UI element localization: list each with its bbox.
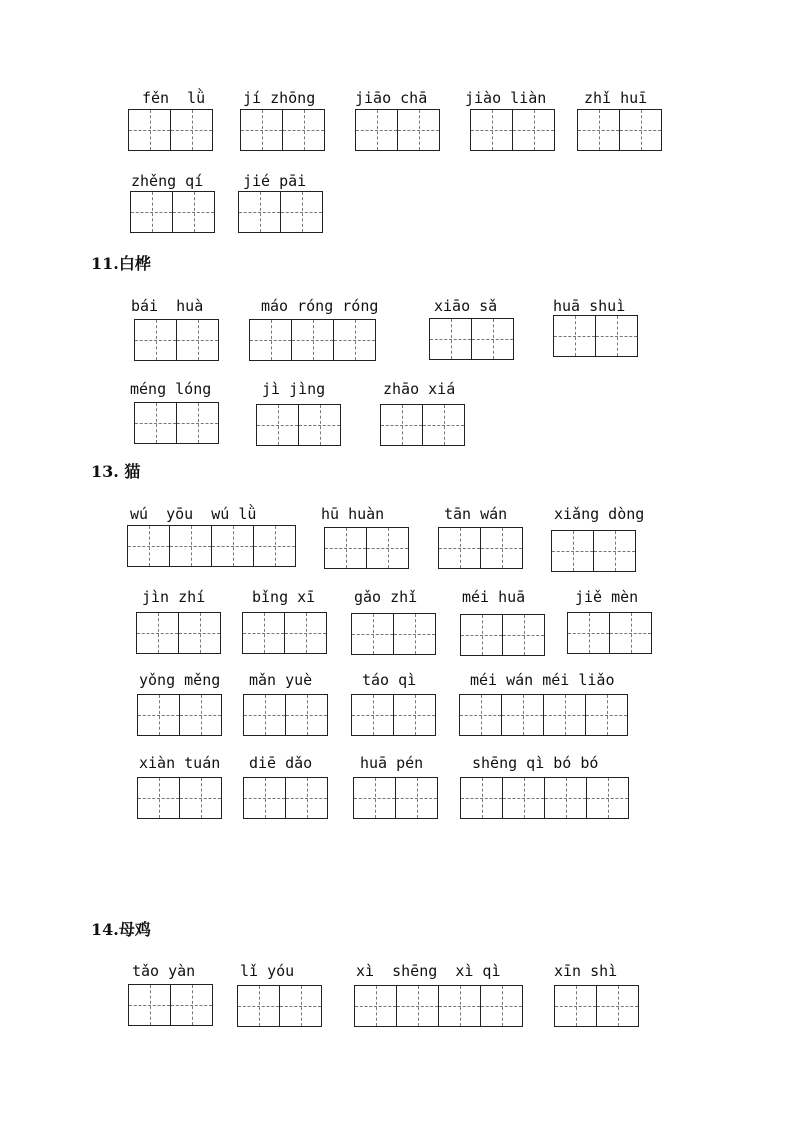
character-box[interactable] — [130, 191, 173, 233]
writing-grid[interactable] — [355, 109, 440, 151]
character-box[interactable] — [291, 319, 334, 361]
character-box[interactable] — [480, 527, 523, 569]
pinyin-label: jí zhōng — [243, 89, 316, 107]
pinyin-label: huā pén — [360, 754, 424, 772]
character-box[interactable] — [595, 315, 638, 357]
character-box[interactable] — [170, 984, 213, 1026]
pinyin-label: tān wán — [444, 505, 508, 523]
character-box[interactable] — [242, 612, 285, 654]
writing-grid[interactable] — [567, 612, 652, 654]
character-box[interactable] — [238, 191, 281, 233]
character-box[interactable] — [170, 109, 213, 151]
pinyin-label: bǐng xī — [252, 588, 316, 606]
character-box[interactable] — [243, 777, 286, 819]
character-box[interactable] — [282, 109, 325, 151]
pinyin-label: yǒng měng — [139, 671, 221, 689]
writing-grid[interactable] — [249, 319, 376, 361]
character-box[interactable] — [501, 694, 544, 736]
character-box[interactable] — [249, 319, 292, 361]
pinyin-label: táo qì — [362, 671, 417, 689]
character-box[interactable] — [397, 109, 440, 151]
character-box[interactable] — [567, 612, 610, 654]
character-box[interactable] — [285, 694, 328, 736]
writing-grid[interactable] — [553, 315, 638, 357]
character-box[interactable] — [134, 402, 177, 444]
character-box[interactable] — [176, 319, 219, 361]
character-box[interactable] — [393, 694, 436, 736]
character-box[interactable] — [609, 612, 652, 654]
character-box[interactable] — [422, 404, 465, 446]
character-box[interactable] — [395, 777, 438, 819]
character-box[interactable] — [586, 777, 629, 819]
pinyin-label: zhěng qí — [131, 172, 204, 190]
pinyin-label: méi wán méi liǎo — [470, 671, 615, 689]
pinyin-label: zhǐ huī — [584, 89, 648, 107]
character-box[interactable] — [380, 404, 423, 446]
character-box[interactable] — [355, 109, 398, 151]
pinyin-label: bái huà — [131, 297, 204, 315]
character-box[interactable] — [134, 319, 177, 361]
character-box[interactable] — [176, 402, 219, 444]
writing-grid[interactable] — [136, 612, 221, 654]
writing-grid[interactable] — [551, 530, 636, 572]
writing-grid[interactable] — [438, 527, 523, 569]
character-box[interactable] — [593, 530, 636, 572]
section-title-13: 13. 猫 — [91, 462, 141, 481]
writing-grid[interactable] — [237, 985, 322, 1027]
writing-grid[interactable] — [351, 613, 436, 655]
pinyin-label: fěn lǜ — [142, 89, 206, 107]
character-box[interactable] — [298, 404, 341, 446]
writing-grid[interactable] — [460, 777, 629, 819]
writing-grid[interactable] — [243, 694, 328, 736]
character-box[interactable] — [211, 525, 254, 567]
character-box[interactable] — [619, 109, 662, 151]
pinyin-label: xì shēng xì qì — [356, 962, 501, 980]
writing-grid[interactable] — [256, 404, 341, 446]
character-box[interactable] — [438, 527, 481, 569]
character-box[interactable] — [480, 985, 523, 1027]
writing-grid[interactable] — [351, 694, 436, 736]
character-box[interactable] — [279, 985, 322, 1027]
pinyin-label: méng lóng — [130, 380, 212, 398]
pinyin-label: huā shuì — [553, 297, 626, 315]
writing-grid[interactable] — [353, 777, 438, 819]
character-box[interactable] — [127, 525, 170, 567]
writing-grid[interactable] — [240, 109, 325, 151]
pinyin-label: jiào liàn — [465, 89, 547, 107]
pinyin-label: hū huàn — [321, 505, 385, 523]
writing-grid[interactable] — [130, 191, 215, 233]
writing-grid[interactable] — [137, 777, 222, 819]
pinyin-label: xiāo sǎ — [434, 297, 498, 315]
pinyin-label: diē dǎo — [249, 754, 313, 772]
writing-grid[interactable] — [134, 319, 219, 361]
writing-grid[interactable] — [238, 191, 323, 233]
character-box[interactable] — [396, 985, 439, 1027]
character-box[interactable] — [179, 777, 222, 819]
character-box[interactable] — [284, 612, 327, 654]
character-box[interactable] — [285, 777, 328, 819]
character-box[interactable] — [237, 985, 280, 1027]
pinyin-label: máo róng róng — [261, 297, 379, 315]
pinyin-label: jiāo chā — [355, 89, 428, 107]
character-box[interactable] — [128, 109, 171, 151]
writing-grid[interactable] — [127, 525, 296, 567]
writing-grid[interactable] — [134, 402, 219, 444]
pinyin-label: méi huā — [462, 588, 526, 606]
pinyin-label: jì jìng — [262, 380, 326, 398]
writing-grid[interactable] — [460, 614, 545, 656]
pinyin-label: jié pāi — [243, 172, 307, 190]
writing-grid[interactable] — [380, 404, 465, 446]
character-box[interactable] — [253, 525, 296, 567]
writing-grid[interactable] — [242, 612, 327, 654]
pinyin-label: jìn zhí — [142, 588, 206, 606]
character-box[interactable] — [429, 318, 472, 360]
character-box[interactable] — [333, 319, 376, 361]
character-box[interactable] — [169, 525, 212, 567]
character-box[interactable] — [179, 694, 222, 736]
character-box[interactable] — [256, 404, 299, 446]
section-title-14: 14.母鸡 — [91, 920, 151, 939]
character-box[interactable] — [280, 191, 323, 233]
pinyin-label: mǎn yuè — [249, 671, 313, 689]
section-title-11: 11.白桦 — [91, 254, 151, 273]
character-box[interactable] — [324, 527, 367, 569]
character-box[interactable] — [553, 315, 596, 357]
writing-grid[interactable] — [577, 109, 662, 151]
character-box[interactable] — [596, 985, 639, 1027]
writing-grid[interactable] — [128, 109, 213, 151]
pinyin-label: zhāo xiá — [383, 380, 456, 398]
character-box[interactable] — [554, 985, 597, 1027]
character-box[interactable] — [137, 777, 180, 819]
character-box[interactable] — [512, 109, 555, 151]
character-box[interactable] — [551, 530, 594, 572]
character-box[interactable] — [577, 109, 620, 151]
character-box[interactable] — [502, 614, 545, 656]
pinyin-label: tǎo yàn — [132, 962, 196, 980]
writing-grid[interactable] — [137, 694, 222, 736]
writing-grid[interactable] — [128, 984, 213, 1026]
character-box[interactable] — [502, 777, 545, 819]
writing-grid[interactable] — [324, 527, 409, 569]
character-box[interactable] — [460, 614, 503, 656]
writing-grid[interactable] — [429, 318, 514, 360]
character-box[interactable] — [585, 694, 628, 736]
character-box[interactable] — [178, 612, 221, 654]
character-box[interactable] — [128, 984, 171, 1026]
character-box[interactable] — [366, 527, 409, 569]
pinyin-label: jiě mèn — [575, 588, 639, 606]
writing-grid[interactable] — [470, 109, 555, 151]
pinyin-label: xiàn tuán — [139, 754, 221, 772]
writing-grid[interactable] — [459, 694, 628, 736]
character-box[interactable] — [351, 613, 394, 655]
writing-grid[interactable] — [243, 777, 328, 819]
character-box[interactable] — [543, 694, 586, 736]
character-box[interactable] — [172, 191, 215, 233]
character-box[interactable] — [460, 777, 503, 819]
character-box[interactable] — [544, 777, 587, 819]
character-box[interactable] — [459, 694, 502, 736]
character-box[interactable] — [137, 694, 180, 736]
writing-grid[interactable] — [554, 985, 639, 1027]
pinyin-label: shēng qì bó bó — [472, 754, 599, 772]
character-box[interactable] — [353, 777, 396, 819]
character-box[interactable] — [393, 613, 436, 655]
character-box[interactable] — [351, 694, 394, 736]
pinyin-label: xīn shì — [554, 962, 618, 980]
character-box[interactable] — [354, 985, 397, 1027]
pinyin-label: gǎo zhǐ — [354, 588, 418, 606]
character-box[interactable] — [438, 985, 481, 1027]
character-box[interactable] — [136, 612, 179, 654]
writing-grid[interactable] — [354, 985, 523, 1027]
character-box[interactable] — [243, 694, 286, 736]
pinyin-label: wú yōu wú lǜ — [130, 505, 257, 523]
character-box[interactable] — [471, 318, 514, 360]
pinyin-label: lǐ yóu — [240, 962, 295, 980]
character-box[interactable] — [470, 109, 513, 151]
character-box[interactable] — [240, 109, 283, 151]
pinyin-label: xiǎng dòng — [554, 505, 645, 523]
